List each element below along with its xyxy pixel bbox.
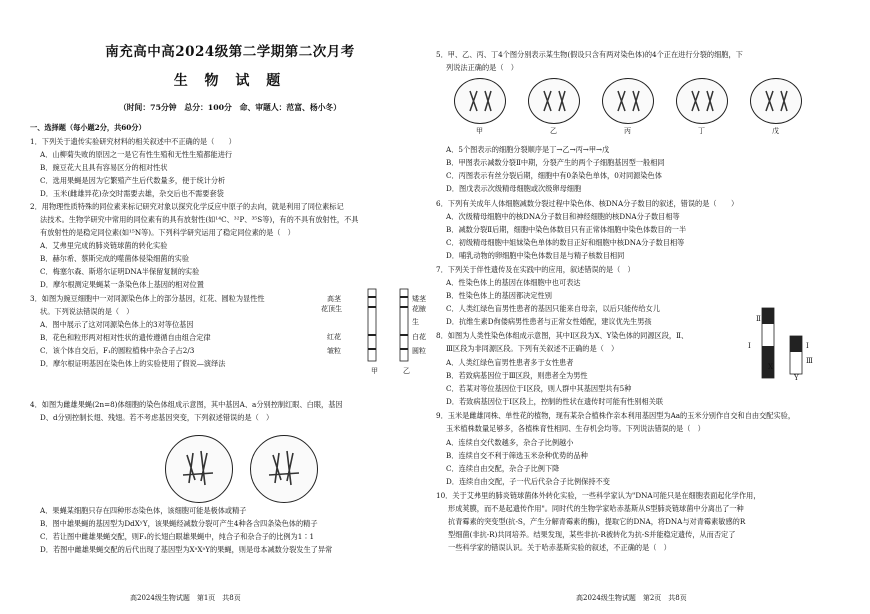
text-line: 抗青霉素的突变型(抗-S，产生分解青霉素的酶)，提取它的DNA，将DNA与对青霉素敏感的R <box>448 517 746 526</box>
cell-1-icon <box>454 78 506 124</box>
chromosome-left <box>368 289 376 361</box>
text-line: D．玉米(雌雄异花)杂交时需要去雄，杂交后也不需要套袋 <box>40 189 224 198</box>
text-line: 列说法正确的是（ ） <box>446 63 518 72</box>
text-line: 8．如图为人类性染色体组成示意图，其中Ⅰ区段为X、Y染色体的同源区段，Ⅱ、 <box>436 331 689 340</box>
text-line: 4．如图为雌雄果蝇(2n=8)体细胞的染色体组成示意图，其中基因A、a分别控制红眼、白眼，基因 <box>30 400 343 409</box>
cell-label: 丙 <box>624 127 631 135</box>
text-line: A．艾弗里完成的肺炎链球菌的转化实验 <box>40 241 168 250</box>
label-seg1-x: Ⅰ <box>748 342 751 350</box>
text-line: C．若让图中雌雄果蝇交配，则F₁的长翅白眼雄果蝇中，纯合子和杂合子的比例为1∶1 <box>40 532 315 541</box>
label-white: 白花 <box>412 333 426 341</box>
footer-right: 高2024级生物试题 第2页 共8页 <box>576 594 687 602</box>
text-line: 一些科学家的错误认识。关于哈赤基斯实验的叙述，不正确的是（ ） <box>448 543 671 552</box>
text-line: 6．下列有关成年人体细胞减数分裂过程中染色体、核DNA分子数目的叙述，错误的是（ ） <box>436 199 739 208</box>
cell-4-icon <box>676 78 728 124</box>
text-line: A．次级精母细胞中的核DNA分子数目和神经细胞的核DNA分子数目相等 <box>446 212 680 221</box>
footer-left: 高2024级生物试题 第1页 共8页 <box>130 594 241 602</box>
text-line: B．减数分裂Ⅱ后期，细胞中染色体数目只有正常体细胞中染色体数目的一半 <box>446 225 687 234</box>
exam-meta: （时间：75分钟 总分：100分 命、审题人：范富、杨小冬） <box>118 103 342 112</box>
label-dwarf: 矮茎 <box>412 295 426 303</box>
text-line: D．若图中雌雄果蝇交配的后代出现了基因型为XᵃXᵃY的果蝇，则是母本减数分裂发生了异常 <box>40 545 333 554</box>
text-line: A．图中展示了这对同源染色体上的3对等位基因 <box>40 320 194 329</box>
text-line: D．连续自由交配，子一代后代杂合子比例保持不变 <box>446 477 610 486</box>
text-line: B．花色和粒形两对相对性状的遗传遵循自由组合定律 <box>40 333 211 342</box>
label-seg1-y: Ⅰ <box>806 342 809 350</box>
label-jia: 甲 <box>371 367 378 375</box>
section-heading: 一、选择题（每小题2分，共60分） <box>30 123 146 132</box>
text-line: B．豌豆花大且具有容易区分的相对性状 <box>40 163 168 172</box>
cell-2-icon <box>528 78 580 124</box>
text-line: C．人类红绿色盲男性患者的基因只能来自母亲，以后只能传给女儿 <box>446 304 660 313</box>
label-round: 圆粒 <box>412 347 426 355</box>
text-line: B．赫尔希、蔡斯完成的噬菌体侵染细菌的实验 <box>40 254 190 263</box>
chromosome-right <box>400 289 408 361</box>
text-line: Ⅲ区段为非同源区段。下列有关叙述不正确的是（ ） <box>446 344 619 353</box>
label-y: Y <box>794 374 799 382</box>
sex-chromosome-figure <box>752 306 812 386</box>
text-line: C．丙图表示有丝分裂后期，细胞中有0条染色单体，0对同源染色体 <box>446 171 662 180</box>
text-line: 7．下列关于伴性遗传及在实践中的应用，叙述错误的是（ ） <box>436 265 635 274</box>
text-line: A．果蝇某细胞只存在四种形态染色体，该细胞可能是极体或精子 <box>40 506 247 515</box>
text-line: D．抗维生素D佝偻病男性患者与正常女性婚配，建议优先生男孩 <box>446 317 652 326</box>
text-line: D．若致病基因位于Ⅰ区段上，控制的性状在遗传时可能有性别相关联 <box>446 397 664 406</box>
text-line: A．人类红绿色盲男性患者多于女性患者 <box>446 358 574 367</box>
label-axial: 花腋生 <box>412 305 426 327</box>
label-wrinkled: 皱粒 <box>327 347 341 355</box>
cell-label: 乙 <box>550 127 557 135</box>
text-line: B．甲图表示减数分裂Ⅱ中期，分裂产生的两个子细胞基因型一般相同 <box>446 158 665 167</box>
text-line: A．连续自交代数越多，杂合子比例越小 <box>446 438 574 447</box>
exam-subtitle: 生 物 试 题 <box>173 73 287 89</box>
text-line: B．图中雄果蝇的基因型为DdXʸY，该果蝇经减数分裂可产生4种各含四条染色体的精子 <box>40 519 318 528</box>
text-line: D．图戊表示次级精母细胞或次级卵母细胞 <box>446 184 582 193</box>
text-line: 状。下列说法错误的是（ ） <box>40 307 134 316</box>
text-line: A．5个图表示的细胞分裂顺序是丁→乙→丙→甲→戊 <box>446 145 610 154</box>
cell-label: 甲 <box>476 127 483 135</box>
text-line: C．初级精母细胞中姐妹染色单体的数目正好和细胞中核DNA分子数目相等 <box>446 238 685 247</box>
chromosome-sketch <box>165 435 325 505</box>
text-line: A．性染色体上的基因在体细胞中也可表达 <box>446 278 581 287</box>
text-line: C．梅塞尔森、斯塔尔证明DNA半保留复制的实验 <box>40 267 200 276</box>
exam-title: 南充高中高2024级第二学期第二次月考 <box>105 44 355 60</box>
text-line: 有放射性的是稳定同位素(如¹⁵N等)。下列科学研究运用了稳定同位素的是（ ） <box>40 228 295 237</box>
text-line: 玉米植株数量足够多，各植株育性相同、生存机会均等。下列说法错误的是（ ） <box>446 424 705 433</box>
text-line: 1．下列关于遗传实验研究材料的相关叙述中不正确的是（ ） <box>30 137 236 146</box>
text-line: B．若致病基因位于Ⅲ区段，则患者全为男性 <box>446 371 588 380</box>
text-line: D．摩尔根测定果蝇某一条染色体上基因的相对位置 <box>40 280 204 289</box>
cell-label: 丁 <box>698 127 705 135</box>
text-line: D．摩尔根证明基因在染色体上的实验使用了假说—演绎法 <box>40 359 226 368</box>
cell-3-icon <box>602 78 654 124</box>
text-line: D．哺乳动物的卵细胞中染色体数目是与精子核数目相同 <box>446 251 625 260</box>
label-red: 红花 <box>327 333 341 341</box>
text-line: C．若某对等位基因位于Ⅰ区段，则人群中其基因型共有5种 <box>446 384 632 393</box>
label-x: X <box>768 363 773 371</box>
text-line: A．山柳菊失败的原因之一是它有性生殖和无性生殖都能进行 <box>40 150 233 159</box>
text-line: B．连续自交不利于筛选玉米杂种优势的品种 <box>446 451 588 460</box>
text-line: D、d分别控制长翅、残翅。若不考虑基因突变，下列叙述错误的是（ ） <box>40 413 274 422</box>
cell-5-icon <box>750 78 802 124</box>
text-line: 型细菌(非抗-R)共同培养。结果发现，某些非抗-R被转化为抗-S并能稳定遗传，从而否定了 <box>448 530 736 539</box>
text-line: C．选用果蝇是因为它繁殖产生后代数量多，便于统计分析 <box>40 176 226 185</box>
text-line: 5．甲、乙、丙、丁4个图分别表示某生物(假设只含有两对染色体)的4个正在进行分裂的细胞，下 <box>436 50 743 59</box>
text-line: 3．如图为豌豆细胞中一对同源染色体上的部分基因，红花、圆粒为显性性 <box>30 294 265 303</box>
label-terminal: 花顶生 <box>321 305 342 313</box>
label-seg2: Ⅱ <box>756 315 761 323</box>
label-yi: 乙 <box>403 367 410 375</box>
text-line: 9．玉米是雌雄同株、单性花的植物，现有某杂合植株作亲本利用基因型为Aa的玉米分别作自交和自由交配实验， <box>436 411 796 420</box>
text-line: 形成荚膜，而不是起遗传作用"。同时代的生物学家哈赤基斯从S型肺炎链球菌中分离出了一种 <box>448 504 744 513</box>
text-line: 2．用物理性质特殊的同位素来标记研究对象以探究化学反应中原子的去向，就是利用了同位素标记 <box>30 202 344 211</box>
text-line: B．性染色体上的基因都决定性别 <box>446 291 552 300</box>
label-tall: 高茎 <box>327 295 341 303</box>
text-line: C．连续自由交配，杂合子比例下降 <box>446 464 560 473</box>
cell-label: 戊 <box>772 127 779 135</box>
text-line: C．该个体自交后，F₁的圆粒植株中杂合子占2/3 <box>40 346 195 355</box>
text-line: 法技术。生物学研究中常用的同位素有的具有放射性(如¹⁴C、³²P、³⁵S等)，有的不具有放射性，不具 <box>40 215 359 224</box>
text-line: 10．关于艾弗里的肺炎链球菌体外转化实验，一些科学家认为"DNA可能只是在细胞表面起化学作用， <box>436 491 761 500</box>
label-seg3: Ⅲ <box>806 357 813 365</box>
